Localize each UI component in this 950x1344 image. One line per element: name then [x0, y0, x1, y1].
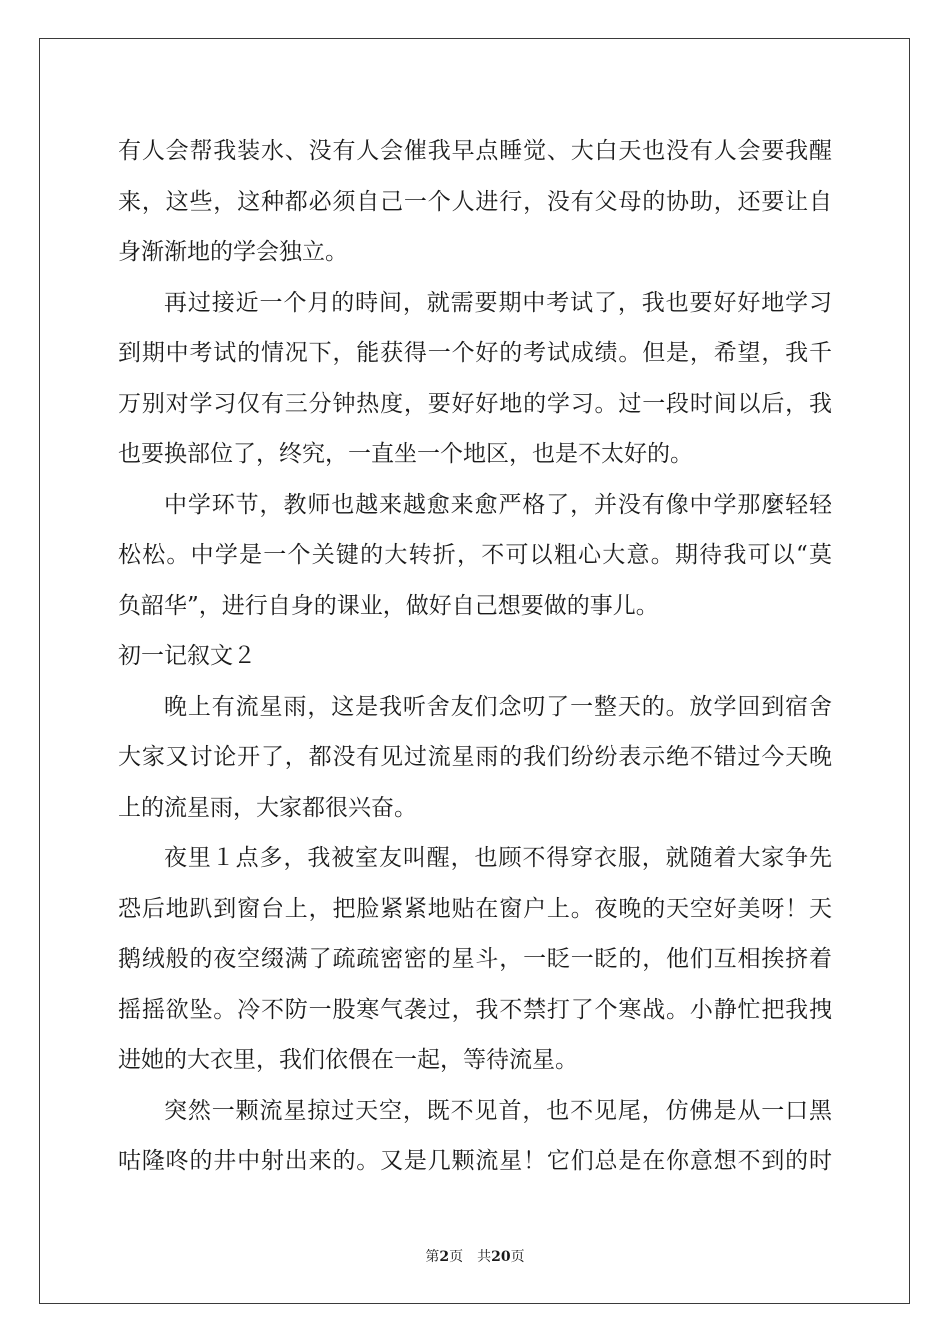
text-line: 摇摇欲坠。冷不防一股寒气袭过，我不禁打了个寒战。小静忙把我拽 [118, 996, 832, 1023]
page-footer [0, 1246, 950, 1266]
total-suffix: 页 [510, 1249, 525, 1265]
page-suffix: 页 [449, 1249, 464, 1265]
text-line: 进她的大衣里，我们依偎在一起，等待流星。 [118, 1047, 578, 1073]
text-line: 再过接近一个月的時间，就需要期中考试了，我也要好好地学习 [164, 289, 832, 316]
text-line: 有人会帮我装水、没有人会催我早点睡觉、大白天也没有人会要我醒 [118, 138, 832, 164]
text-line: 来，这些，这种都必须自己一个人进行，没有父母的协助，还要让自 [118, 188, 832, 215]
document-body [118, 126, 832, 1187]
text-line: 恐后地趴到窗台上，把脸紧紧地贴在窗户上。夜晚的天空好美呀！天 [118, 895, 832, 922]
text-line: 晚上有流星雨，这是我听舍友们念叨了一整天的。放学回到宿舍 [164, 693, 832, 720]
text-line: 咕隆咚的井中射出来的。又是几颗流星！它们总是在你意想不到的时 [118, 1148, 832, 1174]
text-line: 到期中考试的情况下，能获得一个好的考试成绩。但是，希望，我千 [118, 340, 832, 366]
text-line: 中学环节，教师也越来越愈来愈严格了，并没有像中学那麼轻轻 [164, 491, 832, 518]
text-line: 负韶华”，进行自身的课业，做好自己想要做的事儿。 [118, 592, 659, 619]
text-line: 鹅绒般的夜空缀满了疏疏密密的星斗，一眨一眨的，他们互相挨挤着 [118, 946, 832, 972]
total-prefix: 共 [477, 1249, 492, 1265]
text-line: 万别对学习仅有三分钟热度，要好好地的学习。过一段时间以后，我 [118, 390, 832, 417]
total-pages: 20 [491, 1249, 511, 1265]
section-heading: 初一记叙文２ [118, 643, 256, 669]
text-line: 突然一颗流星掠过天空，既不见首，也不见尾，仿佛是从一口黑 [164, 1097, 832, 1124]
text-line: 上的流星雨，大家都很兴奋。 [118, 794, 417, 821]
page-number: 2 [439, 1249, 450, 1265]
text-line: 松松。中学是一个关键的大转折，不可以粗心大意。期待我可以“莫 [118, 542, 832, 568]
text-line: 夜里１点多，我被室友叫醒，也顾不得穿衣服，就随着大家争先 [164, 845, 832, 871]
text-line: 也要换部位了，终究，一直坐一个地区，也是不太好的。 [118, 441, 693, 467]
text-line: 大家又讨论开了，都没有见过流星雨的我们纷纷表示绝不错过今天晚 [118, 744, 832, 770]
page-prefix: 第 [425, 1249, 440, 1265]
text-line: 身渐渐地的学会独立。 [118, 239, 348, 265]
